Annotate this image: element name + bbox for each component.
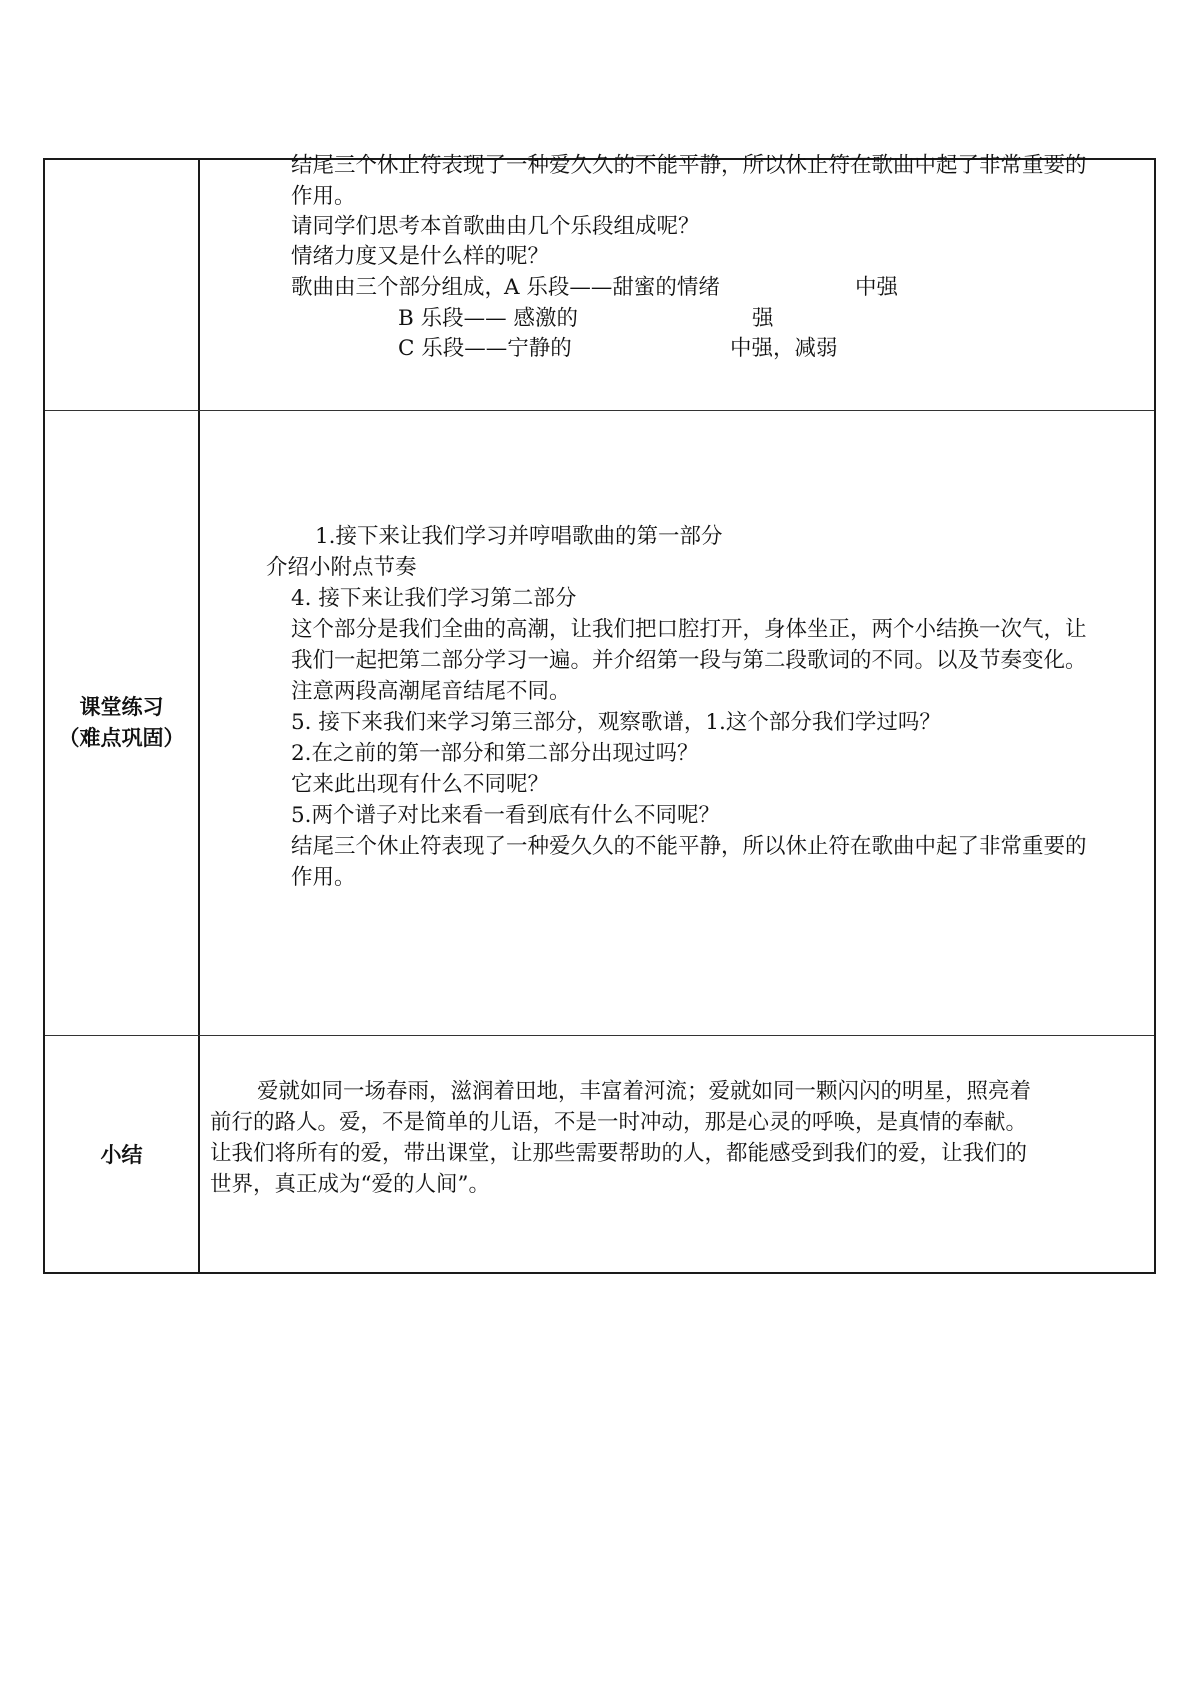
row-content-analysis — [200, 153, 1154, 410]
row-label-summary — [45, 1036, 200, 1274]
text-line: 结尾三个休止符表现了一种爱久久的不能平静，所以休止符在歌曲中起了非常重要的 — [291, 153, 1087, 178]
text-line: 1.接下来让我们学习并哼唱歌曲的第一部分 — [315, 524, 723, 549]
row-label-line1: 课堂练习 — [79, 695, 164, 719]
text-line: 介绍小附点节奏 — [266, 555, 417, 580]
part-b-name: B 乐段—— 感激的 — [398, 306, 578, 331]
row-content-practice — [200, 411, 1154, 1035]
text-line: 情绪力度又是什么样的呢？ — [291, 244, 550, 269]
text-line: 爱就如同一场春雨，滋润着田地，丰富着河流；爱就如同一颗闪闪的明星，照亮着 — [257, 1079, 1032, 1104]
text-line: 让我们将所有的爱，带出课堂，让那些需要帮助的人，都能感受到我们的爱，让我们的 — [210, 1141, 1028, 1166]
row-label-line2: （难点巩固） — [58, 726, 185, 750]
table-row-continuation — [45, 153, 1154, 410]
text-line: 注意两段高潮尾音结尾不同。 — [291, 679, 571, 704]
text-line: 它来此出现有什么不同呢？ — [291, 772, 550, 797]
text-line: 4. 接下来让我们学习第二部分 — [291, 586, 577, 611]
text-line: 这个部分是我们全曲的高潮，让我们把口腔打开，身体坐正，两个小结换一次气，让 — [291, 617, 1087, 642]
text-line: 请同学们思考本首歌曲由几个乐段组成呢？ — [291, 214, 700, 239]
text-line: 结尾三个休止符表现了一种爱久久的不能平静，所以休止符在歌曲中起了非常重要的 — [291, 834, 1087, 859]
part-c-dynamic: 中强，减弱 — [730, 336, 838, 361]
part-a-dynamic: 中强 — [855, 275, 899, 300]
part-a-name: A 乐段——甜蜜的情绪 — [504, 275, 720, 300]
text-line: 作用。 — [291, 184, 356, 209]
text-line: 作用。 — [291, 865, 356, 890]
table-row-practice — [45, 410, 1154, 1035]
row-content-summary — [200, 1036, 1154, 1274]
row-label-empty — [45, 160, 200, 410]
text-line: 前行的路人。爱，不是简单的儿语，不是一时冲动，那是心灵的呼唤，是真情的奉献。 — [210, 1110, 1028, 1135]
part-b-dynamic: 强 — [752, 306, 774, 331]
text-line: 5. 接下来我们来学习第三部分，观察歌谱，1.这个部分我们学过吗？ — [291, 710, 941, 735]
parts-intro: 歌曲由三个部分组成， — [291, 275, 507, 300]
row-label-practice — [45, 411, 200, 1035]
part-c-name: C 乐段——宁静的 — [398, 336, 572, 361]
text-line: 我们一起把第二部分学习一遍。并介绍第一段与第二段歌词的不同。以及节奏变化。 — [291, 648, 1087, 673]
text-line: 5.两个谱子对比来看一看到底有什么不同呢？ — [291, 803, 721, 828]
lesson-table — [43, 153, 1156, 1274]
table-row-summary — [45, 1035, 1154, 1274]
text-line: 2.在之前的第一部分和第二部分出现过吗？ — [291, 741, 699, 766]
text-line: 世界，真正成为“爱的人间”。 — [210, 1172, 490, 1197]
row-label-text: 小结 — [100, 1142, 143, 1167]
